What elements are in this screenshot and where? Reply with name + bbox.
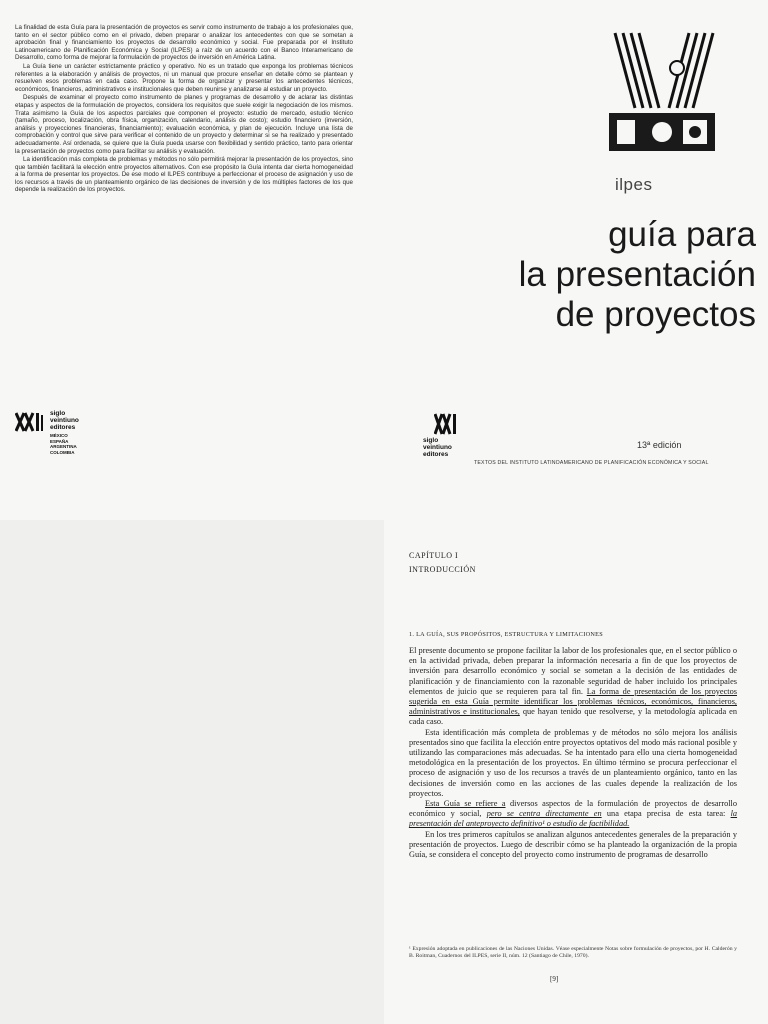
title-line: guía para xyxy=(608,215,756,254)
publisher-name-line: editores xyxy=(50,423,76,431)
publisher-logo xyxy=(15,411,79,455)
city: MÉXICO xyxy=(50,433,68,439)
underlined-text: La forma de presentación de los proyectos sugerida en esta Guía permite identificar los problemas técnicos, económicos, financieros, administrativos e institucionales, xyxy=(409,686,737,717)
cover-artwork-icon xyxy=(607,28,717,153)
siglo-xxi-logo-icon xyxy=(434,412,460,436)
title-line: de proyectos xyxy=(555,295,756,334)
book-title xyxy=(456,215,756,335)
footnote: ¹ Expresión adoptada en publicaciones de las Naciones Unidas. Véase especialmente Notas sobre formulación de proyectos, por H. Calderón y B. Roitman, Cuadernos del ILPES, serie II, núm. 12 (Santiago de Chile, 1970). xyxy=(409,946,737,959)
city: COLOMBIA xyxy=(50,449,75,455)
blurb-paragraph: La Guía tiene un carácter estrictamente práctico y operativo. No es un tratado que exponga los problemas técnicos referentes a la elaboración y análisis de proyectos, ni un manual que procure enseñar en detalle cómo se plantean y resuelven esos problemas en cada caso. Propone la forma de organizar y presentar los antecedentes técnicos, económicos, financieros, administrativos e institucionales que deben reunirse y analizarse al estudiar un proyecto. xyxy=(15,62,353,93)
text-run: que hayan tenido que resolverse, y la metodología aplicada en cada caso. xyxy=(409,707,738,727)
author-name: ilpes xyxy=(615,175,653,194)
siglo-xxi-logo-icon xyxy=(15,411,47,433)
underlined-italic-text: la presentación del anteproyecto definitivo¹ o estudio de factibilidad. xyxy=(409,809,738,829)
body-paragraph xyxy=(409,646,737,728)
publisher-logo xyxy=(434,412,460,436)
blurb-paragraph: La finalidad de esta Guía para la presentación de proyectos es servir como instrumento de trabajo a los profesionales que, tanto en el sector público como en el privado, deben preparar o analizar los antecedentes con que se sometan a aprobación final y financiamiento los proyectos de desarrollo económico y social. Fue preparada por el Instituto Latinoamericano de Planificación Económica y Social (ILPES) a raíz de un acuerdo con el Banco Interamericano de Desarrollo, como forma de mejorar la formulación de proyectos de inversión en América Latina. xyxy=(15,24,353,62)
text-run: una etapa precisa de esta tarea: xyxy=(606,809,726,819)
blurb-paragraph: La identificación más completa de problemas y métodos no sólo permitirá mejorar la presentación de los proyectos, sino que también facilitará la elección entre proyectos alternativos. Con ese propósito la Guía intenta dar cierta homogeneidad a la forma de presentar los proyectos. De ese modo el ILPES contribuye a perfeccionar el proceso de asignación y uso de los recursos a través de un planteamiento orgánico de las decisiones de inversión y de los múltiples factores de los que depende la realización de los proyectos. xyxy=(15,156,353,194)
underlined-italic-text: pero se centra directamente en xyxy=(486,809,602,819)
city: ESPAÑA xyxy=(50,438,69,444)
chapter-title: INTRODUCCIÓN xyxy=(409,565,476,574)
body-paragraph: Esta identificación más completa de problemas y de métodos no sólo mejora los análisis presentados sino que facilita la elección entre proyectos optativos del modo más racional posible y utilizando las comparaciones más adecuadas. Se ha intentado para ello una cierta homogeneidad metodológica en la presentación de los proyectos. En último término se procura perfeccionar el proceso de asignación y uso de los recursos a través de un planteamiento orgánico, tanto en las decisiones de inversión como en las acciones de las cuales depende la realización de los proyectos. xyxy=(409,727,737,798)
publisher-name xyxy=(423,438,452,458)
city: ARGENTINA xyxy=(50,444,77,450)
publisher-name-line: siglo xyxy=(423,437,439,444)
publisher-cities xyxy=(50,433,79,455)
edition-label: 13ª edición xyxy=(637,440,682,450)
section-heading: 1. LA GUÍA, SUS PROPÓSITOS, ESTRUCTURA Y LIMITACIONES xyxy=(409,631,603,638)
body-paragraph: En los tres primeros capítulos se analizan algunos antecedentes generales de la preparación y presentación de proyectos. Luego de describir cómo se ha planteado la organización de la propia Guía, se considera el concepto del proyecto como instrumento de programas de desarrollo xyxy=(409,829,737,860)
book-page xyxy=(384,520,768,1024)
publisher-name-line: siglo xyxy=(50,410,66,417)
series-title: TEXTOS DEL INSTITUTO LATINOAMERICANO DE PLANIFICACIÓN ECONÓMICA Y SOCIAL xyxy=(474,460,709,466)
publisher-name-line: editores xyxy=(423,450,449,458)
page-number: [9] xyxy=(550,975,559,983)
publisher-name-line: veintiuno xyxy=(50,416,79,424)
page-body xyxy=(409,646,737,860)
chapter-number: CAPÍTULO I xyxy=(409,551,459,560)
back-cover-blurb xyxy=(15,24,353,195)
title-line: la presentación xyxy=(518,255,756,294)
underlined-text: Esta Guía se refiere a xyxy=(425,799,506,809)
front-cover xyxy=(384,0,768,520)
blank-page xyxy=(0,520,384,1024)
body-paragraph xyxy=(409,799,737,830)
publisher-name-line: veintiuno xyxy=(423,443,452,451)
blurb-paragraph: Después de examinar el proyecto como instrumento de planes y programas de desarrollo y de aclarar las distintas etapas y aspectos de la formulación de proyectos, considera los requisitos que suele exigir la negociación de los mismos. Trata asimismo la Guía de los aspectos parciales que componen el proyecto: estudio de mercado, estudio técnico (tamaño, proceso, localización, obra física, organización, calendario, análisis de costo); estudio financiero (inversión, análisis y proyecciones financieras, financiamiento); evaluación económica, y plan de ejecución. Incluye una lista de comprobación y control que sirve para verificar el contenido de un proyecto y determinar si se ha realizado y presentado adecuadamente. Así ordenada, se quiere que la Guía pueda usarse con flexibilidad y sentido práctico, tanto para orientar la presentación de proyectos como para facilitar su análisis y evaluación. xyxy=(15,94,353,155)
text-run: diversos aspectos de la formulación de proyectos de desarrollo económico y social, xyxy=(409,799,737,819)
text-run: El presente documento se propone facilitar la labor de los profesionales que, en el sector público o en la actividad privada, deben preparar la información necesaria a fin de que los proyectos de inversión para desarrollo económico y social se sometan a la decisión de las entidades de planificación y de financiamiento con la razonable seguridad de haber incluido los principales elementos de juicio que se requieren para tal fin. xyxy=(409,646,737,696)
back-cover xyxy=(0,0,384,520)
